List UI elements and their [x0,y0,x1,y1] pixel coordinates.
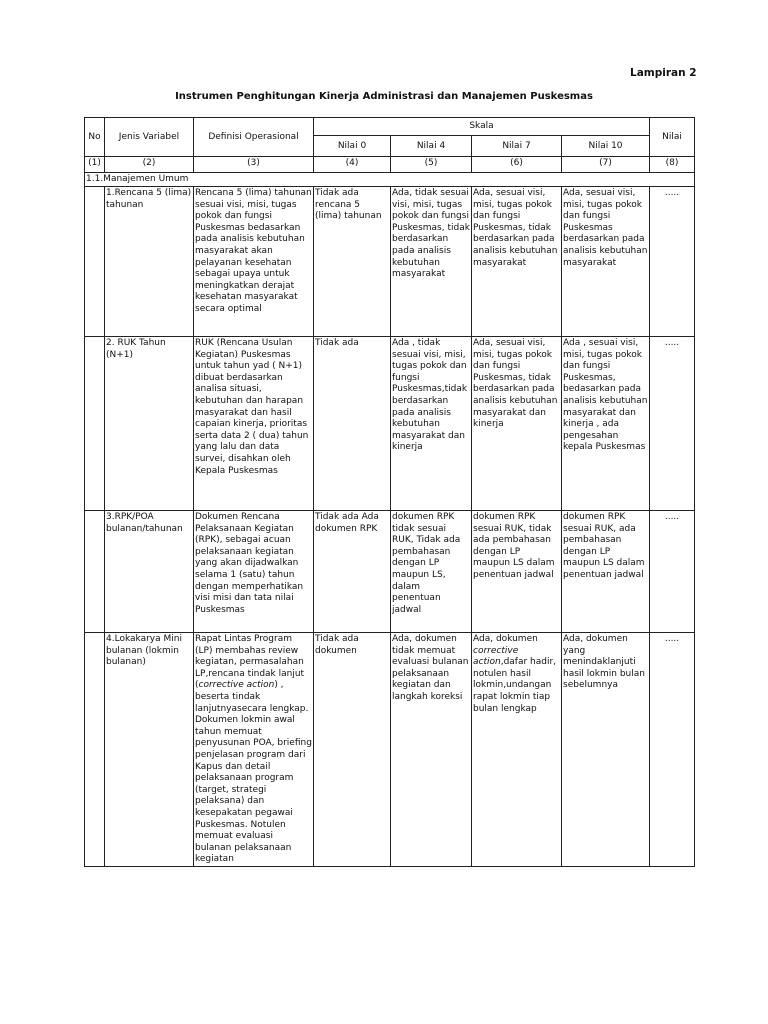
column-number: (4) [314,157,391,173]
col-definisi-header: Definisi Operasional [194,118,314,157]
nilai0-cell: Tidak ada rencana 5 (lima) tahunan [314,187,391,337]
column-number: (3) [194,157,314,173]
nilai-cell: ..... [650,633,695,867]
jenis-cell: 2. RUK Tahun (N+1) [105,337,194,511]
column-number: (1) [85,157,105,173]
nilai0-cell: Tidak ada Ada dokumen RPK [314,511,391,633]
header-row [85,118,695,136]
definisi-text: Rapat Lintas Program (LP) membahas review kegiatan, permasalahan LP,rencana tindak lanjut ( [195,634,305,691]
nilai4-cell: Ada, dokumen tidak memuat evaluasi bulanan pelaksanaan kegiatan dan langkah koreksi [391,633,472,867]
column-number: (7) [562,157,650,173]
jenis-cell: 3.RPK/POA bulanan/tahunan [105,511,194,633]
nilai10-cell: Ada, dokumen yang menindaklanjuti hasil lokmin bulan sebelumnya [562,633,650,867]
table-row [85,337,695,511]
document-title: Instrumen Penghitungan Kinerja Administrasi dan Manajemen Puskesmas [175,91,593,102]
nilai-cell: ..... [650,337,695,511]
col-no-header: No [85,118,105,157]
definisi-cell [194,633,314,867]
no-cell [85,633,105,867]
lampiran-label: Lampiran 2 [630,67,697,79]
table-row [85,511,695,633]
col-skala-header: Skala [314,118,650,136]
column-number: (5) [391,157,472,173]
col-nilai4-header: Nilai 4 [391,136,472,157]
column-number: (8) [650,157,695,173]
nilai4-cell: Ada, tidak sesuai visi, misi, tugas pokok dan fungsi Puskesmas, tidak berdasarkan pada analisis kebutuhan masyarakat [391,187,472,337]
nilai4-cell: dokumen RPK tidak sesuai RUK, Tidak ada pembahasan dengan LP maupun LS, dalam penentuan jadwal [391,511,472,633]
table-row [85,187,695,337]
nilai7-cell: Ada, sesuai visi, misi, tugas pokok dan fungsi Puskesmas, tidak berdasarkan pada analisis kebutuhan masyarakat [472,187,562,337]
nilai7-text: ,dafar hadir, notulen hasil lokmin,undangan rapat lokmin tiap bulan lengkap [473,657,557,714]
nilai10-cell: Ada , sesuai visi, misi, tugas pokok dan fungsi Puskesmas, bedasarkan pada analisis kebutuhan masyarakat dan kinerja , ada pengesahan kepala Puskesmas [562,337,650,511]
column-number: (6) [472,157,562,173]
col-jenis-header: Jenis Variabel [105,118,194,157]
col-nilai7-header: Nilai 7 [472,136,562,157]
nilai0-cell: Tidak ada dokumen [314,633,391,867]
col-nilai-header: Nilai [650,118,695,157]
col-nilai0-header: Nilai 0 [314,136,391,157]
definisi-italic-term: corrective action [198,680,275,691]
nilai0-cell: Tidak ada [314,337,391,511]
nilai4-cell: Ada , tidak sesuai visi, misi, tugas pokok dan fungsi Puskesmas,tidak berdasarkan pada analisis kebutuhan masyarakat dan kinerja [391,337,472,511]
definisi-cell: RUK (Rencana Usulan Kegiatan) Puskesmas untuk tahun yad ( N+1) dibuat berdasarkan analisa situasi, kebutuhan dan harapan masyarakat dan hasil capaian kinerja, prioritas serta data 2 ( dua) tahun yang lalu dan data survei, disahkan oleh Kepala Puskesmas [194,337,314,511]
section-row [85,173,695,187]
no-cell [85,337,105,511]
nilai7-italic-term: corrective action [473,645,519,668]
nilai7-cell: dokumen RPK sesuai RUK, tidak ada pembahasan dengan LP maupun LS dalam penentuan jadwal [472,511,562,633]
jenis-cell: 1.Rencana 5 (lima) tahunan [105,187,194,337]
instrument-table [84,117,695,867]
column-number-row [85,157,695,173]
nilai7-text: Ada, dokumen [473,634,538,644]
nilai10-cell: dokumen RPK sesuai RUK, ada pembahasan dengan LP maupun LS dalam penentuan jadwal [562,511,650,633]
no-cell [85,187,105,337]
nilai7-cell [472,633,562,867]
nilai7-cell: Ada, sesuai visi, misi, tugas pokok dan fungsi Puskesmas, tidak berdasarkan pada analisis kebutuhan masyarakat dan kinerja [472,337,562,511]
definisi-cell: Dokumen Rencana Pelaksanaan Kegiatan (RPK), sebagai acuan pelaksanaan kegiatan yang akan dijadwalkan selama 1 (satu) tahun dengan memperhatikan visi misi dan tata nilai Puskesmas [194,511,314,633]
definisi-cell: Rencana 5 (lima) tahunan sesuai visi, misi, tugas pokok dan fungsi Puskesmas bedasarkan pada analisis kebutuhan masyarakat akan pelayanan kesehatan sebagai upaya untuk meningkatkan derajat kesehatan masyarakat secara optimal [194,187,314,337]
definisi-text: ) , beserta tindak lanjutnyasecara lengkap. Dokumen lokmin awal tahun memuat penyusunan POA, briefing penjelasan program dari Kapus dan detail pelaksanaan program (target, strategi pelaksana) dan kesepakatan pegawai Puskesmas. Notulen memuat evaluasi bulanan pelaksanaan kegiatan [195,680,312,865]
nilai-cell: ..... [650,187,695,337]
nilai10-cell: Ada, sesuai visi, misi, tugas pokok dan fungsi Puskesmas berdasarkan pada analisis kebutuhan masyarakat [562,187,650,337]
column-number: (2) [105,157,194,173]
no-cell [85,511,105,633]
nilai-cell: ..... [650,511,695,633]
table-row [85,633,695,867]
col-nilai10-header: Nilai 10 [562,136,650,157]
section-title: 1.1.Manajemen Umum [85,173,695,187]
jenis-cell: 4.Lokakarya Mini bulanan (lokmin bulanan) [105,633,194,867]
